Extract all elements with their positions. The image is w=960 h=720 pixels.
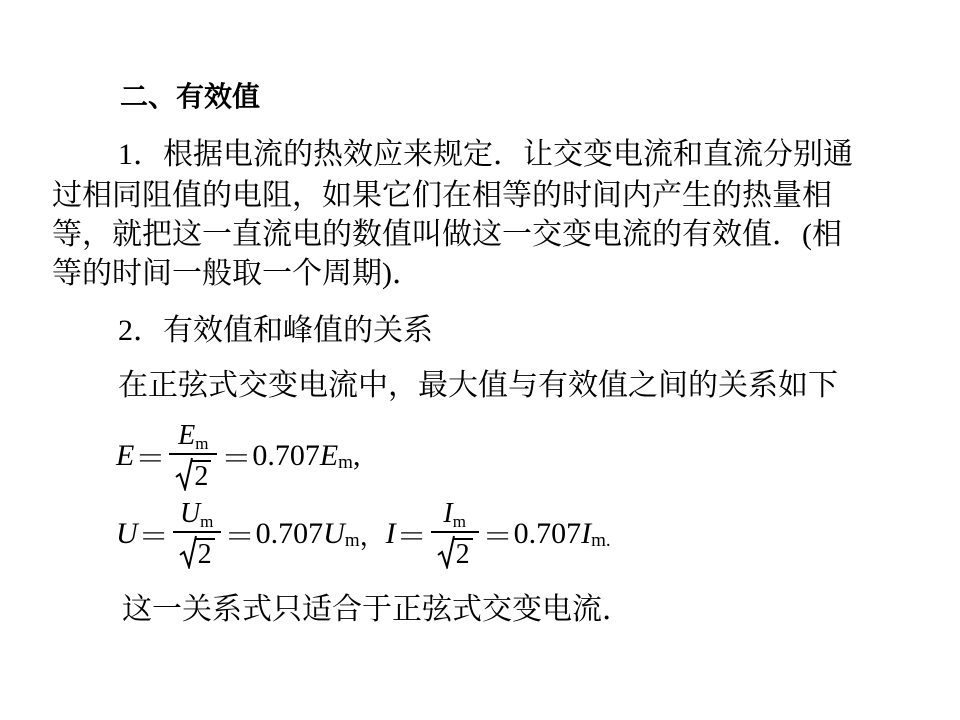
sqrt-icon (437, 535, 455, 569)
formula-u-separator: ， (359, 521, 386, 552)
formula-u-rhs-sub: m (344, 530, 360, 551)
formula-e-num-var: E (178, 419, 196, 451)
formula-u-equals-2: ＝ (224, 521, 255, 554)
formula-i-lhs: I (385, 517, 396, 550)
formula-e-den-value: 2 (192, 460, 211, 491)
paragraph-last: 这一关系式只适合于正弦式交变电流． (122, 593, 632, 626)
sqrt-icon (179, 535, 197, 569)
formula-i-denominator (437, 533, 473, 569)
paragraph-1-line-3: 等，就把这一直流电的数值叫做这一交变电流的有效值．(相 (52, 218, 842, 251)
formula-u-i (116, 494, 611, 574)
formula-i-den-value: 2 (454, 538, 473, 569)
formula-e-fraction (169, 419, 217, 492)
formula-e-end: , (352, 439, 361, 472)
formula-i-num-sub: m (452, 511, 466, 531)
formula-u-coef: 0.707 (255, 517, 324, 550)
formula-u-lhs: U (116, 517, 138, 550)
paragraph-3: 在正弦式交变电流中，最大值与有效值之间的关系如下 (118, 369, 838, 402)
formula-u-equals-1: ＝ (138, 521, 169, 554)
formula-i-fraction (431, 497, 479, 570)
formula-e-rhs-var: E (319, 439, 339, 472)
paragraph-1-line-4: 等的时间一般取一个周期)． (52, 257, 422, 290)
formula-e (116, 416, 360, 496)
paragraph-1-line-1: 1．根据电流的热效应来规定．让交变电流和直流分别通 (118, 138, 853, 171)
formula-i-equals-1: ＝ (396, 521, 427, 554)
formula-e-num-sub: m (195, 433, 209, 453)
section-heading: 二、有效值 (120, 80, 261, 113)
formula-e-denominator (175, 455, 211, 491)
paragraph-1-line-2: 过相同阻值的电阻，如果它们在相等的时间内产生的热量相 (52, 179, 832, 212)
formula-e-equals-2: ＝ (221, 443, 252, 476)
formula-u-fraction (173, 497, 221, 570)
formula-u-denominator (179, 533, 215, 569)
formula-u-num-var: U (179, 497, 201, 529)
formula-e-lhs: E (116, 439, 135, 472)
formula-e-equals-1: ＝ (135, 443, 166, 476)
formula-u-den-value: 2 (196, 538, 215, 569)
formula-e-rhs-sub: m (338, 452, 353, 473)
formula-u-num-sub: m (200, 511, 214, 531)
formula-e-coef: 0.707 (252, 439, 320, 472)
formula-i-rhs-sub: m. (591, 530, 611, 551)
formula-u-numerator (173, 497, 221, 533)
formula-i-numerator (431, 497, 479, 533)
formula-i-num-var: I (443, 497, 453, 529)
formula-i-coef: 0.707 (513, 517, 582, 550)
formula-i-equals-2: ＝ (482, 521, 513, 554)
formula-e-numerator (169, 419, 217, 455)
formula-u-rhs-var: U (323, 517, 345, 550)
formula-i-rhs-var: I (581, 517, 592, 550)
sqrt-icon (175, 457, 193, 491)
paragraph-2: 2．有效值和峰值的关系 (118, 314, 433, 347)
